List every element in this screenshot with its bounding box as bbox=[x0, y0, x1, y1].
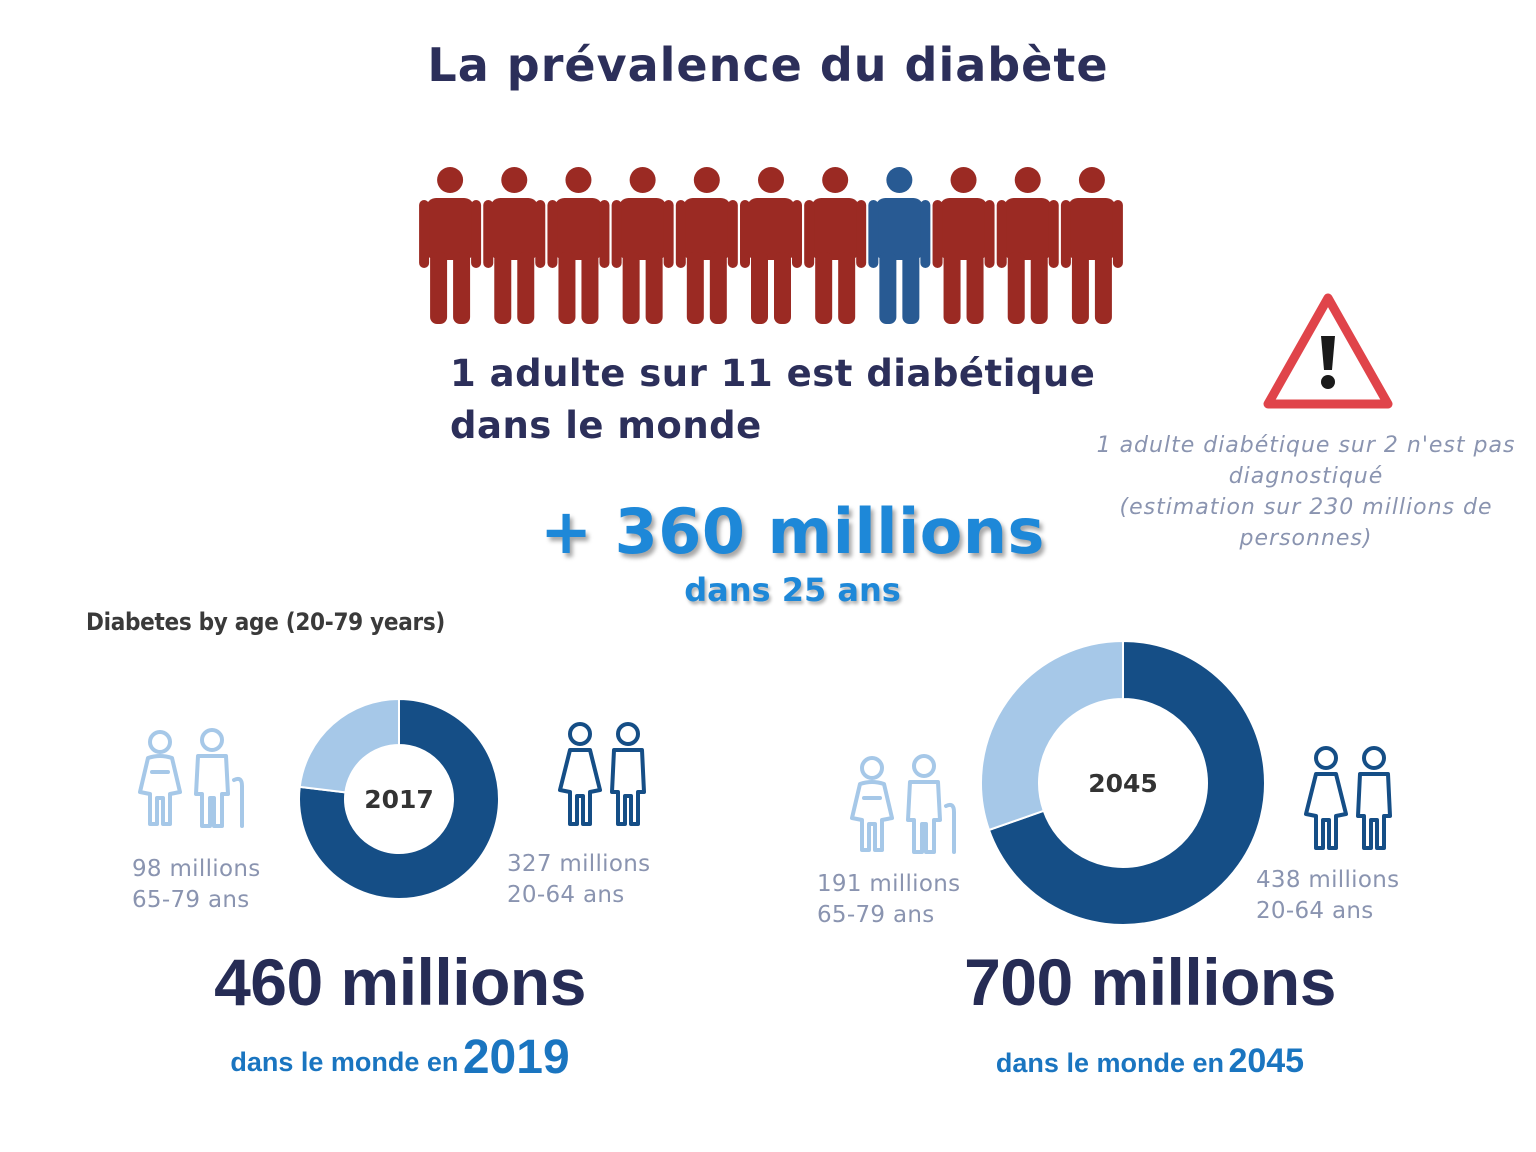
adult-couple-icon bbox=[1302, 744, 1398, 854]
prevalence-line-1: 1 adulte sur 11 est diabétique bbox=[450, 352, 1096, 395]
person-figure bbox=[676, 167, 738, 324]
prevalence-statement bbox=[450, 348, 1110, 452]
older-label-2017 bbox=[132, 854, 260, 916]
caption-2045 bbox=[900, 1042, 1400, 1081]
increase-block bbox=[520, 496, 1065, 612]
younger-label-2045 bbox=[1256, 865, 1399, 927]
person-figure bbox=[997, 167, 1059, 324]
total-2045: 700 millions bbox=[964, 945, 1336, 1019]
people-figures-row bbox=[418, 166, 1124, 326]
donut-chart-2045 bbox=[980, 640, 1266, 926]
older-value-2045: 191 millions bbox=[817, 871, 961, 897]
prevalence-line-2: dans le monde bbox=[450, 404, 762, 447]
warning-triangle-icon bbox=[1262, 292, 1394, 412]
person-figure bbox=[804, 167, 866, 324]
younger-age-2045: 20-64 ans bbox=[1256, 898, 1374, 924]
elderly-couple-icon bbox=[130, 728, 254, 832]
younger-label-2017 bbox=[507, 849, 650, 911]
person-figure bbox=[933, 167, 995, 324]
note-line-2: diagnostiqué bbox=[1228, 464, 1384, 489]
person-figure bbox=[419, 167, 481, 324]
note-line-1: 1 adulte diabétique sur 2 n'est pas bbox=[1096, 433, 1516, 458]
younger-value-2017: 327 millions bbox=[507, 851, 651, 877]
donut-center-label: 2017 bbox=[364, 784, 434, 814]
note-line-4: personnes) bbox=[1239, 526, 1373, 551]
person-figure-highlighted bbox=[868, 167, 930, 324]
adult-couple-icon bbox=[556, 720, 652, 830]
donut-slice-65-79-ans bbox=[300, 699, 399, 792]
older-value-2017: 98 millions bbox=[132, 856, 261, 882]
person-figure bbox=[547, 167, 609, 324]
caption-2019 bbox=[150, 1030, 650, 1085]
caption-year-2019: 2019 bbox=[462, 1031, 570, 1084]
person-figure bbox=[1061, 167, 1123, 324]
donut-chart-2017 bbox=[298, 698, 500, 900]
caption-text-2019: dans le monde en bbox=[230, 1047, 459, 1077]
older-label-2045 bbox=[817, 869, 960, 931]
person-figure bbox=[740, 167, 802, 324]
older-age-2017: 65-79 ans bbox=[132, 887, 250, 913]
increase-period: dans 25 ans bbox=[684, 571, 901, 609]
chart-heading: Diabetes by age (20-79 years) bbox=[86, 608, 445, 636]
caption-text-2045: dans le monde en bbox=[995, 1048, 1224, 1078]
person-figure bbox=[612, 167, 674, 324]
younger-value-2045: 438 millions bbox=[1256, 867, 1400, 893]
person-figure bbox=[483, 167, 545, 324]
elderly-couple-icon bbox=[842, 754, 966, 858]
younger-age-2017: 20-64 ans bbox=[507, 882, 625, 908]
older-age-2045: 65-79 ans bbox=[817, 902, 935, 928]
page-title: La prévalence du diabète bbox=[427, 38, 1109, 92]
donut-slice-65-79-ans bbox=[981, 641, 1123, 830]
increase-value: + 360 millions bbox=[540, 495, 1045, 568]
note-line-3: (estimation sur 230 millions de bbox=[1119, 495, 1493, 520]
undiagnosed-note bbox=[1080, 430, 1532, 554]
caption-year-2045: 2045 bbox=[1228, 1042, 1305, 1080]
donut-center-label: 2045 bbox=[1088, 768, 1158, 798]
total-2019: 460 millions bbox=[214, 945, 586, 1019]
